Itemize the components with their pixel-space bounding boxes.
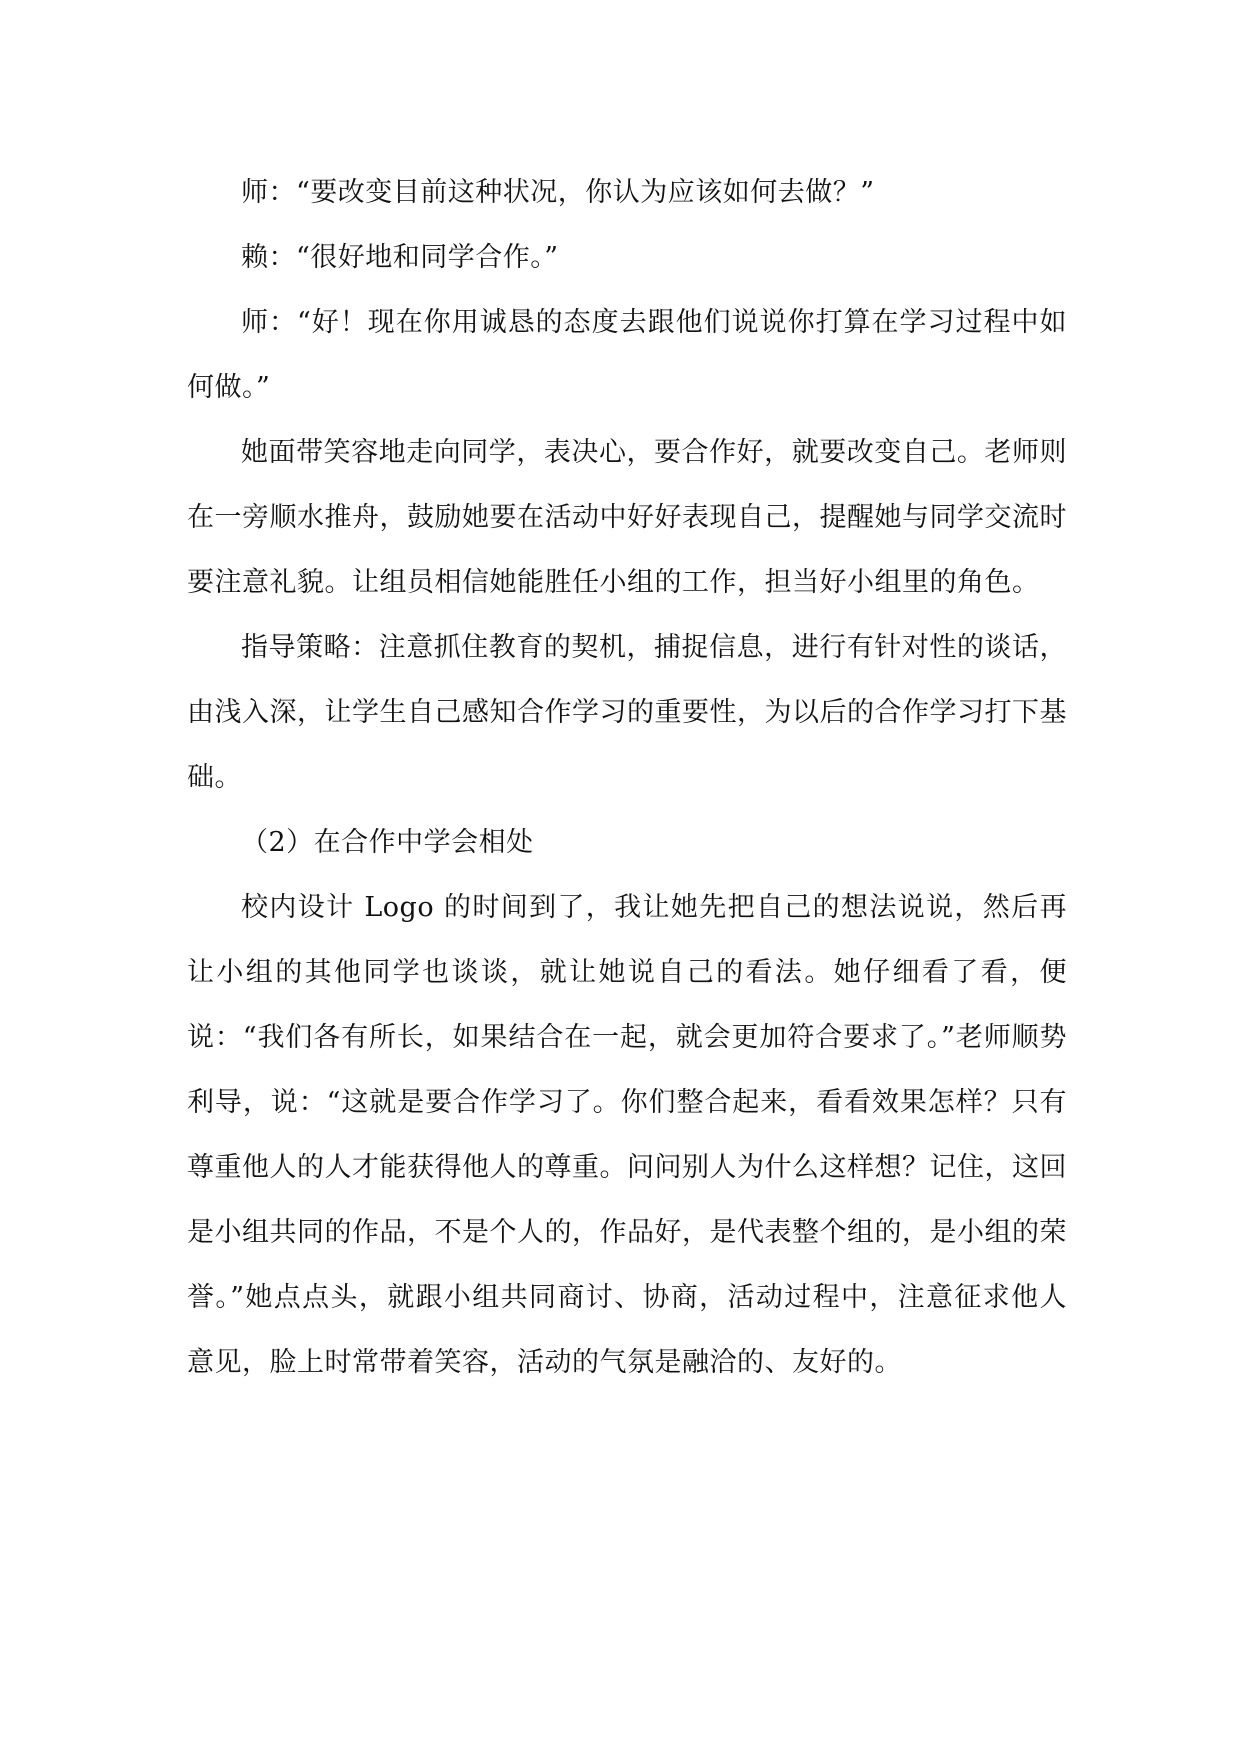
document-body — [187, 160, 1067, 1395]
logo-design-paragraph: 校内设计 Logo 的时间到了，我让她先把自己的想法说说，然后再让小组的其他同学也谈谈，就让她说自己的看法。她仔细看了看，便说：“我们各有所长，如果结合在一起，就会更加符合要求了。”老师顺势利导，说：“这就是要合作学习了。你们整合起来，看看效果怎样？只有尊重他人的人才能获得他人的尊重。问问别人为什么这样想？记住，这回是小组共同的作品，不是个人的，作品好，是代表整个组的，是小组的荣誉。”她点点头，就跟小组共同商讨、协商，活动过程中，注意征求他人意见，脸上时常带着笑容，活动的气氛是融洽的、友好的。 — [187, 892, 1067, 1378]
narrative-paragraph: 她面带笑容地走向同学，表决心，要合作好，就要改变自己。老师则在一旁顺水推舟，鼓励她要在活动中好好表现自己，提醒她与同学交流时要注意礼貌。让组员相信她能胜任小组的工作，担当好小组里的角色。 — [187, 437, 1067, 598]
guidance-strategy-paragraph: 指导策略：注意抓住教育的契机，捕捉信息，进行有针对性的谈话，由浅入深，让学生自己感知合作学习的重要性，为以后的合作学习打下基础。 — [187, 632, 1067, 793]
dialogue-student-answer: 赖：“很好地和同学合作。” — [241, 242, 559, 273]
dialogue-teacher-question: 师：“要改变目前这种状况，你认为应该如何去做？” — [241, 177, 875, 208]
dialogue-teacher-instruction: 师：“好！现在你用诚恳的态度去跟他们说说你打算在学习过程中如何做。” — [187, 307, 1067, 403]
section-heading: （2）在合作中学会相处 — [241, 827, 534, 858]
